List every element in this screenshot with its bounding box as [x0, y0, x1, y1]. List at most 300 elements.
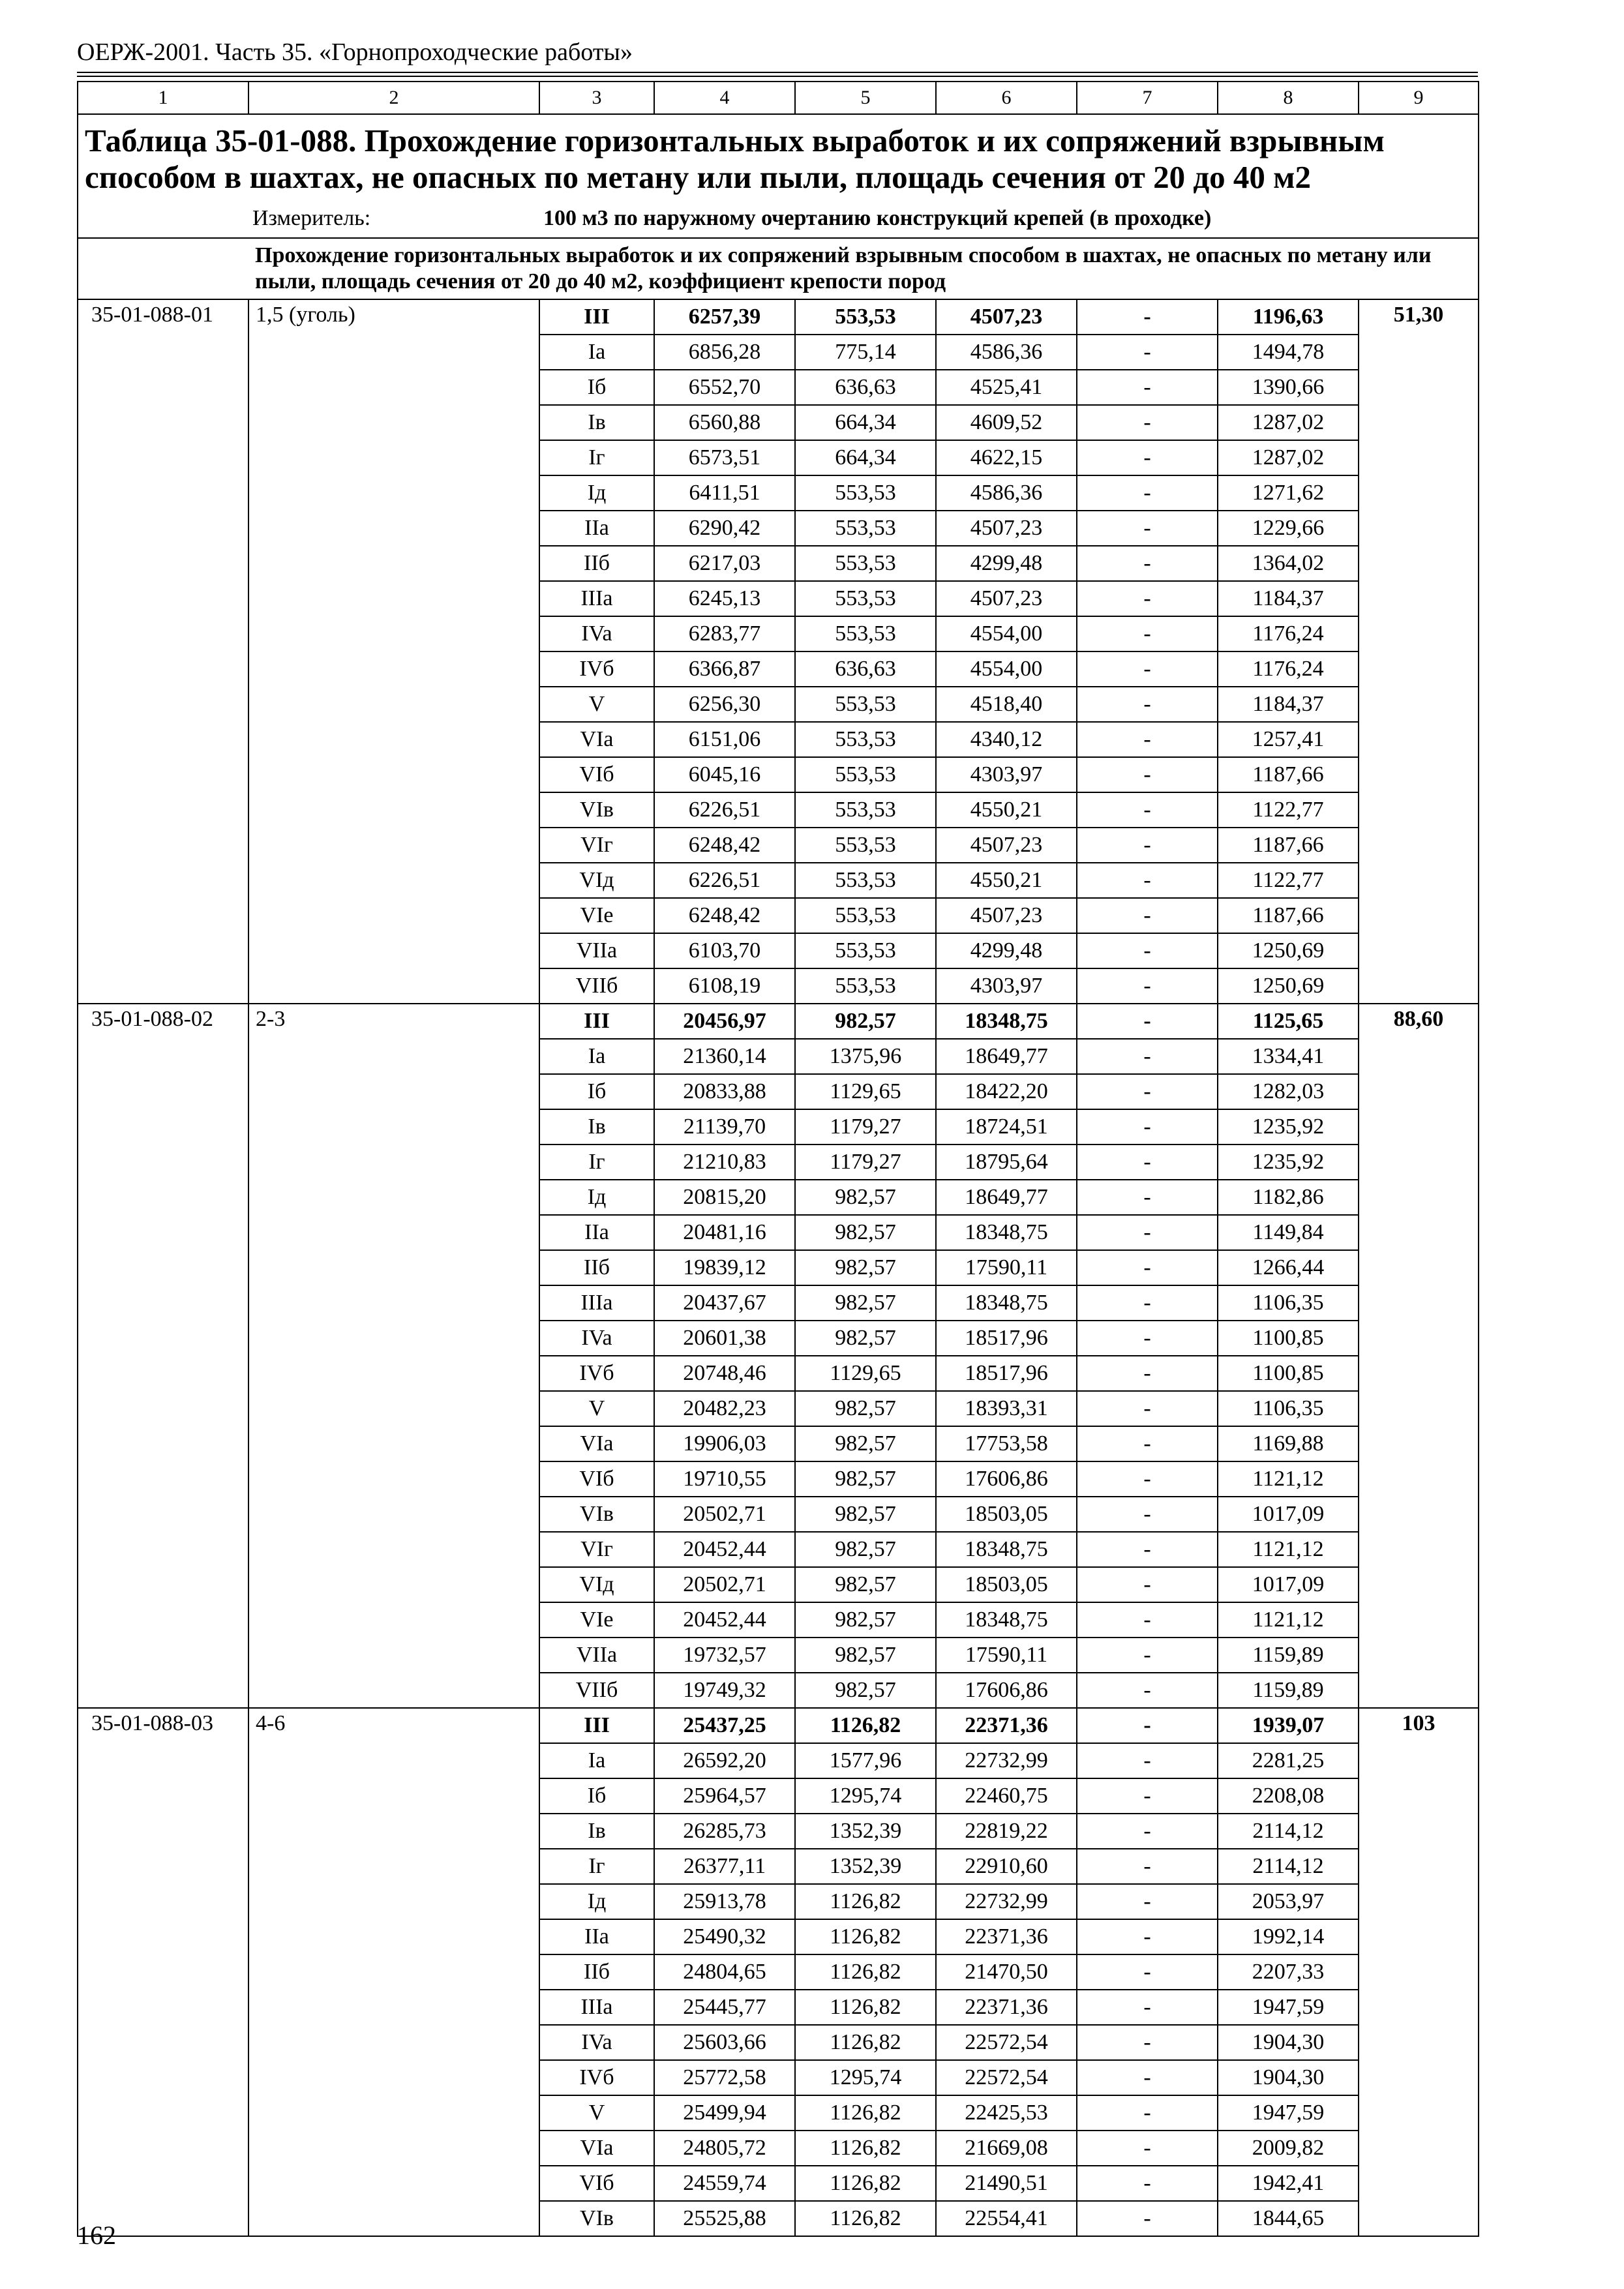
total-cost: 6290,42: [654, 511, 795, 546]
materials-cost: 1017,09: [1218, 1567, 1359, 1602]
hardness-coefficient: 4-6: [248, 1708, 539, 2236]
rock-category: Ia: [539, 1743, 654, 1778]
wages-cost: 553,53: [795, 299, 936, 335]
rock-category: VIe: [539, 898, 654, 933]
machines-cost: 4507,23: [936, 299, 1077, 335]
total-cost: 24559,74: [654, 2166, 795, 2201]
machinist-wages: -: [1077, 1039, 1218, 1074]
measure-label: Измеритель:: [248, 200, 539, 238]
total-cost: 20437,67: [654, 1285, 795, 1321]
machines-cost: 17753,58: [936, 1426, 1077, 1461]
rock-category: IIIa: [539, 1990, 654, 2025]
rates-table: [77, 81, 1479, 2237]
machines-cost: 4550,21: [936, 792, 1077, 828]
materials-cost: 1287,02: [1218, 440, 1359, 475]
machines-cost: 22425,53: [936, 2095, 1077, 2131]
wages-cost: 1126,82: [795, 2166, 936, 2201]
machinist-wages: -: [1077, 1250, 1218, 1285]
machinist-wages: -: [1077, 1356, 1218, 1391]
machines-cost: 18348,75: [936, 1215, 1077, 1250]
total-cost: 21210,83: [654, 1144, 795, 1180]
wages-cost: 1352,39: [795, 1849, 936, 1884]
total-cost: 6856,28: [654, 335, 795, 370]
rock-category: Iд: [539, 1180, 654, 1215]
total-cost: 6257,39: [654, 299, 795, 335]
machines-cost: 22460,75: [936, 1778, 1077, 1814]
wages-cost: 1295,74: [795, 2060, 936, 2095]
wages-cost: 553,53: [795, 828, 936, 863]
rock-category: Iв: [539, 405, 654, 440]
materials-cost: 1187,66: [1218, 828, 1359, 863]
machines-cost: 18348,75: [936, 1532, 1077, 1567]
materials-cost: 1250,69: [1218, 933, 1359, 968]
machinist-wages: -: [1077, 792, 1218, 828]
machinist-wages: -: [1077, 1109, 1218, 1144]
rock-category: Iб: [539, 1074, 654, 1109]
machines-cost: 4303,97: [936, 968, 1077, 1004]
total-cost: 26592,20: [654, 1743, 795, 1778]
machines-cost: 4554,00: [936, 616, 1077, 651]
wages-cost: 982,57: [795, 1215, 936, 1250]
rock-category: IVa: [539, 2025, 654, 2060]
machines-cost: 4299,48: [936, 933, 1077, 968]
wages-cost: 664,34: [795, 440, 936, 475]
column-number: 4: [654, 82, 795, 114]
materials-cost: 1947,59: [1218, 1990, 1359, 2025]
machines-cost: 22554,41: [936, 2201, 1077, 2236]
machinist-wages: -: [1077, 1778, 1218, 1814]
machinist-wages: -: [1077, 616, 1218, 651]
wages-cost: 1352,39: [795, 1814, 936, 1849]
total-cost: 25499,94: [654, 2095, 795, 2131]
rock-category: VIa: [539, 2131, 654, 2166]
machinist-wages: -: [1077, 968, 1218, 1004]
labor-hours: 88,60: [1359, 1004, 1479, 1708]
rock-category: Iд: [539, 475, 654, 511]
wages-cost: 553,53: [795, 687, 936, 722]
total-cost: 25772,58: [654, 2060, 795, 2095]
materials-cost: 1106,35: [1218, 1285, 1359, 1321]
machines-cost: 17590,11: [936, 1250, 1077, 1285]
wages-cost: 553,53: [795, 581, 936, 616]
wages-cost: 982,57: [795, 1602, 936, 1638]
rock-category: V: [539, 1391, 654, 1426]
rock-category: IIa: [539, 1919, 654, 1954]
hardness-coefficient: 1,5 (уголь): [248, 299, 539, 1004]
rock-category: VIIa: [539, 1638, 654, 1673]
rock-category: VIд: [539, 863, 654, 898]
total-cost: 26285,73: [654, 1814, 795, 1849]
materials-cost: 1169,88: [1218, 1426, 1359, 1461]
total-cost: 6411,51: [654, 475, 795, 511]
subheading-spacer: [78, 238, 248, 299]
rock-category: Iг: [539, 440, 654, 475]
wages-cost: 1126,82: [795, 2131, 936, 2166]
machinist-wages: -: [1077, 687, 1218, 722]
wages-cost: 982,57: [795, 1532, 936, 1567]
machinist-wages: -: [1077, 405, 1218, 440]
rock-category: Iд: [539, 1884, 654, 1919]
machinist-wages: -: [1077, 933, 1218, 968]
machines-cost: 22371,36: [936, 1708, 1077, 1743]
table-row: [78, 299, 1479, 335]
machinist-wages: -: [1077, 335, 1218, 370]
machines-cost: 21470,50: [936, 1954, 1077, 1990]
machinist-wages: -: [1077, 1426, 1218, 1461]
hardness-coefficient: 2-3: [248, 1004, 539, 1708]
rock-category: VIг: [539, 828, 654, 863]
rock-category: IIa: [539, 1215, 654, 1250]
machines-cost: 4507,23: [936, 511, 1077, 546]
wages-cost: 553,53: [795, 792, 936, 828]
wages-cost: 553,53: [795, 616, 936, 651]
machinist-wages: -: [1077, 2095, 1218, 2131]
rock-category: VIд: [539, 1567, 654, 1602]
total-cost: 19839,12: [654, 1250, 795, 1285]
total-cost: 25603,66: [654, 2025, 795, 2060]
machines-cost: 21490,51: [936, 2166, 1077, 2201]
machinist-wages: -: [1077, 722, 1218, 757]
labor-hours: 51,30: [1359, 299, 1479, 1004]
machines-cost: 4586,36: [936, 475, 1077, 511]
rock-category: IIб: [539, 1954, 654, 1990]
column-number: 1: [78, 82, 248, 114]
materials-cost: 1196,63: [1218, 299, 1359, 335]
wages-cost: 636,63: [795, 370, 936, 405]
machines-cost: 18517,96: [936, 1356, 1077, 1391]
wages-cost: 1375,96: [795, 1039, 936, 1074]
column-number: 7: [1077, 82, 1218, 114]
wages-cost: 553,53: [795, 933, 936, 968]
total-cost: 6151,06: [654, 722, 795, 757]
total-cost: 6366,87: [654, 651, 795, 687]
total-cost: 19732,57: [654, 1638, 795, 1673]
materials-cost: 1942,41: [1218, 2166, 1359, 2201]
machines-cost: 4554,00: [936, 651, 1077, 687]
wages-cost: 1179,27: [795, 1109, 936, 1144]
machinist-wages: -: [1077, 1532, 1218, 1567]
rock-category: Iг: [539, 1144, 654, 1180]
wages-cost: 553,53: [795, 546, 936, 581]
machines-cost: 4518,40: [936, 687, 1077, 722]
machinist-wages: -: [1077, 1074, 1218, 1109]
column-number: 5: [795, 82, 936, 114]
total-cost: 6245,13: [654, 581, 795, 616]
materials-cost: 1271,62: [1218, 475, 1359, 511]
wages-cost: 553,53: [795, 722, 936, 757]
wages-cost: 982,57: [795, 1250, 936, 1285]
rock-category: V: [539, 687, 654, 722]
materials-cost: 1176,24: [1218, 651, 1359, 687]
total-cost: 25490,32: [654, 1919, 795, 1954]
rock-category: Ia: [539, 1039, 654, 1074]
rock-category: VIб: [539, 757, 654, 792]
materials-cost: 1187,66: [1218, 757, 1359, 792]
machines-cost: 4525,41: [936, 370, 1077, 405]
machinist-wages: -: [1077, 1321, 1218, 1356]
rock-category: Iб: [539, 370, 654, 405]
machinist-wages: -: [1077, 546, 1218, 581]
rate-code: 35-01-088-02: [78, 1004, 248, 1708]
wages-cost: 636,63: [795, 651, 936, 687]
total-cost: 20482,23: [654, 1391, 795, 1426]
total-cost: 6217,03: [654, 546, 795, 581]
machinist-wages: -: [1077, 1954, 1218, 1990]
rock-category: Iг: [539, 1849, 654, 1884]
materials-cost: 2208,08: [1218, 1778, 1359, 1814]
materials-cost: 1235,92: [1218, 1109, 1359, 1144]
materials-cost: 1992,14: [1218, 1919, 1359, 1954]
rock-category: VIб: [539, 1461, 654, 1497]
rock-category: VIб: [539, 2166, 654, 2201]
total-cost: 21360,14: [654, 1039, 795, 1074]
machinist-wages: -: [1077, 1814, 1218, 1849]
total-cost: 20502,71: [654, 1497, 795, 1532]
total-cost: 6283,77: [654, 616, 795, 651]
machinist-wages: -: [1077, 1743, 1218, 1778]
table-title: Таблица 35-01-088. Прохождение горизонтальных выработок и их сопряжений взрывным способом в шахтах, не опасных по метану или пыли, площадь сечения от 20 до 40 м2: [78, 114, 1479, 200]
total-cost: 20481,16: [654, 1215, 795, 1250]
materials-cost: 1176,24: [1218, 616, 1359, 651]
labor-hours: 103: [1359, 1708, 1479, 2236]
materials-cost: 2207,33: [1218, 1954, 1359, 1990]
materials-cost: 1287,02: [1218, 405, 1359, 440]
total-cost: 6573,51: [654, 440, 795, 475]
machinist-wages: -: [1077, 1602, 1218, 1638]
machinist-wages: -: [1077, 1567, 1218, 1602]
machines-cost: 22371,36: [936, 1919, 1077, 1954]
materials-cost: 1159,89: [1218, 1638, 1359, 1673]
materials-cost: 2114,12: [1218, 1849, 1359, 1884]
machines-cost: 18503,05: [936, 1567, 1077, 1602]
total-cost: 26377,11: [654, 1849, 795, 1884]
total-cost: 20833,88: [654, 1074, 795, 1109]
machines-cost: 18422,20: [936, 1074, 1077, 1109]
wages-cost: 1295,74: [795, 1778, 936, 1814]
machinist-wages: -: [1077, 1215, 1218, 1250]
rate-code: 35-01-088-01: [78, 299, 248, 1004]
wages-cost: 1129,65: [795, 1074, 936, 1109]
machines-cost: 17606,86: [936, 1461, 1077, 1497]
machines-cost: 18724,51: [936, 1109, 1077, 1144]
machinist-wages: -: [1077, 299, 1218, 335]
total-cost: 6560,88: [654, 405, 795, 440]
rock-category: Ia: [539, 335, 654, 370]
rock-category: VIв: [539, 792, 654, 828]
materials-cost: 2281,25: [1218, 1743, 1359, 1778]
wages-cost: 982,57: [795, 1497, 936, 1532]
materials-cost: 1939,07: [1218, 1708, 1359, 1743]
wages-cost: 1126,82: [795, 2025, 936, 2060]
machines-cost: 4507,23: [936, 898, 1077, 933]
materials-cost: 1121,12: [1218, 1532, 1359, 1567]
machinist-wages: -: [1077, 898, 1218, 933]
total-cost: 25913,78: [654, 1884, 795, 1919]
rock-category: VIIб: [539, 968, 654, 1004]
rate-code: 35-01-088-03: [78, 1708, 248, 2236]
rock-category: III: [539, 1004, 654, 1039]
rock-category: IVa: [539, 616, 654, 651]
machines-cost: 4340,12: [936, 722, 1077, 757]
wages-cost: 982,57: [795, 1638, 936, 1673]
machinist-wages: -: [1077, 2201, 1218, 2236]
wages-cost: 982,57: [795, 1391, 936, 1426]
materials-cost: 1184,37: [1218, 687, 1359, 722]
materials-cost: 2114,12: [1218, 1814, 1359, 1849]
machines-cost: 4586,36: [936, 335, 1077, 370]
rock-category: V: [539, 2095, 654, 2131]
materials-cost: 1257,41: [1218, 722, 1359, 757]
materials-cost: 1121,12: [1218, 1461, 1359, 1497]
total-cost: 25525,88: [654, 2201, 795, 2236]
rock-category: IIб: [539, 546, 654, 581]
subheading-row: [78, 238, 1479, 299]
materials-cost: 1250,69: [1218, 968, 1359, 1004]
rock-category: IVб: [539, 2060, 654, 2095]
rock-category: Iв: [539, 1109, 654, 1144]
machinist-wages: -: [1077, 1285, 1218, 1321]
machines-cost: 18393,31: [936, 1391, 1077, 1426]
materials-cost: 1159,89: [1218, 1673, 1359, 1708]
measure-spacer: [78, 200, 248, 238]
machinist-wages: -: [1077, 1461, 1218, 1497]
machinist-wages: -: [1077, 1180, 1218, 1215]
total-cost: 6226,51: [654, 792, 795, 828]
wages-cost: 982,57: [795, 1004, 936, 1039]
table-row: [78, 1004, 1479, 1039]
machinist-wages: -: [1077, 863, 1218, 898]
machines-cost: 18348,75: [936, 1285, 1077, 1321]
rock-category: VIг: [539, 1532, 654, 1567]
machinist-wages: -: [1077, 1497, 1218, 1532]
column-number: 2: [248, 82, 539, 114]
materials-cost: 1100,85: [1218, 1321, 1359, 1356]
materials-cost: 1364,02: [1218, 546, 1359, 581]
materials-cost: 1282,03: [1218, 1074, 1359, 1109]
wages-cost: 553,53: [795, 757, 936, 792]
wages-cost: 1179,27: [795, 1144, 936, 1180]
wages-cost: 553,53: [795, 511, 936, 546]
total-cost: 24804,65: [654, 1954, 795, 1990]
total-cost: 20815,20: [654, 1180, 795, 1215]
wages-cost: 1126,82: [795, 2095, 936, 2131]
machines-cost: 4622,15: [936, 440, 1077, 475]
materials-cost: 1390,66: [1218, 370, 1359, 405]
total-cost: 6045,16: [654, 757, 795, 792]
machines-cost: 21669,08: [936, 2131, 1077, 2166]
table-row: [78, 1708, 1479, 1743]
total-cost: 6256,30: [654, 687, 795, 722]
materials-cost: 1100,85: [1218, 1356, 1359, 1391]
total-cost: 20452,44: [654, 1602, 795, 1638]
materials-cost: 2053,97: [1218, 1884, 1359, 1919]
machines-cost: 4507,23: [936, 828, 1077, 863]
machines-cost: 22910,60: [936, 1849, 1077, 1884]
machines-cost: 18503,05: [936, 1497, 1077, 1532]
wages-cost: 1129,65: [795, 1356, 936, 1391]
machinist-wages: -: [1077, 370, 1218, 405]
machines-cost: 18348,75: [936, 1004, 1077, 1039]
rock-category: VIв: [539, 1497, 654, 1532]
wages-cost: 1126,82: [795, 1990, 936, 2025]
rock-category: IIIa: [539, 1285, 654, 1321]
total-cost: 25964,57: [654, 1778, 795, 1814]
rock-category: Iв: [539, 1814, 654, 1849]
materials-cost: 1017,09: [1218, 1497, 1359, 1532]
materials-cost: 1149,84: [1218, 1215, 1359, 1250]
machinist-wages: -: [1077, 1990, 1218, 2025]
machines-cost: 17606,86: [936, 1673, 1077, 1708]
machines-cost: 22732,99: [936, 1743, 1077, 1778]
machinist-wages: -: [1077, 1884, 1218, 1919]
machinist-wages: -: [1077, 2060, 1218, 2095]
total-cost: 6108,19: [654, 968, 795, 1004]
rock-category: IVб: [539, 1356, 654, 1391]
column-numbers-row: [78, 82, 1479, 114]
rock-category: IVб: [539, 651, 654, 687]
materials-cost: 1904,30: [1218, 2025, 1359, 2060]
machinist-wages: -: [1077, 1673, 1218, 1708]
rock-category: VIa: [539, 722, 654, 757]
machinist-wages: -: [1077, 1391, 1218, 1426]
total-cost: 20601,38: [654, 1321, 795, 1356]
total-cost: 25445,77: [654, 1990, 795, 2025]
materials-cost: 1844,65: [1218, 2201, 1359, 2236]
materials-cost: 1235,92: [1218, 1144, 1359, 1180]
machines-cost: 22732,99: [936, 1884, 1077, 1919]
machines-cost: 18348,75: [936, 1602, 1077, 1638]
wages-cost: 982,57: [795, 1461, 936, 1497]
total-cost: 21139,70: [654, 1109, 795, 1144]
rock-category: VIIб: [539, 1673, 654, 1708]
machinist-wages: -: [1077, 1144, 1218, 1180]
wages-cost: 1126,82: [795, 1708, 936, 1743]
rock-category: VIIa: [539, 933, 654, 968]
machines-cost: 22572,54: [936, 2060, 1077, 2095]
machinist-wages: -: [1077, 2166, 1218, 2201]
machines-cost: 4303,97: [936, 757, 1077, 792]
wages-cost: 982,57: [795, 1673, 936, 1708]
machines-cost: 4299,48: [936, 546, 1077, 581]
rock-category: III: [539, 299, 654, 335]
total-cost: 6248,42: [654, 898, 795, 933]
materials-cost: 1334,41: [1218, 1039, 1359, 1074]
total-cost: 19749,32: [654, 1673, 795, 1708]
column-number: 6: [936, 82, 1077, 114]
materials-cost: 1229,66: [1218, 511, 1359, 546]
machines-cost: 18649,77: [936, 1039, 1077, 1074]
total-cost: 6248,42: [654, 828, 795, 863]
rock-category: III: [539, 1708, 654, 1743]
machinist-wages: -: [1077, 440, 1218, 475]
wages-cost: 1126,82: [795, 1919, 936, 1954]
rock-category: IIIa: [539, 581, 654, 616]
materials-cost: 2009,82: [1218, 2131, 1359, 2166]
subheading: Прохождение горизонтальных выработок и их сопряжений взрывным способом в шахтах, не опасных по метану или пыли, площадь сечения от 20 до 40 м2, коэффициент крепости пород: [248, 238, 1479, 299]
rock-category: Iб: [539, 1778, 654, 1814]
total-cost: 24805,72: [654, 2131, 795, 2166]
machinist-wages: -: [1077, 1849, 1218, 1884]
total-cost: 25437,25: [654, 1708, 795, 1743]
machinist-wages: -: [1077, 581, 1218, 616]
machinist-wages: -: [1077, 828, 1218, 863]
machinist-wages: -: [1077, 511, 1218, 546]
materials-cost: 1121,12: [1218, 1602, 1359, 1638]
wages-cost: 553,53: [795, 475, 936, 511]
total-cost: 20452,44: [654, 1532, 795, 1567]
machinist-wages: -: [1077, 651, 1218, 687]
wages-cost: 775,14: [795, 335, 936, 370]
